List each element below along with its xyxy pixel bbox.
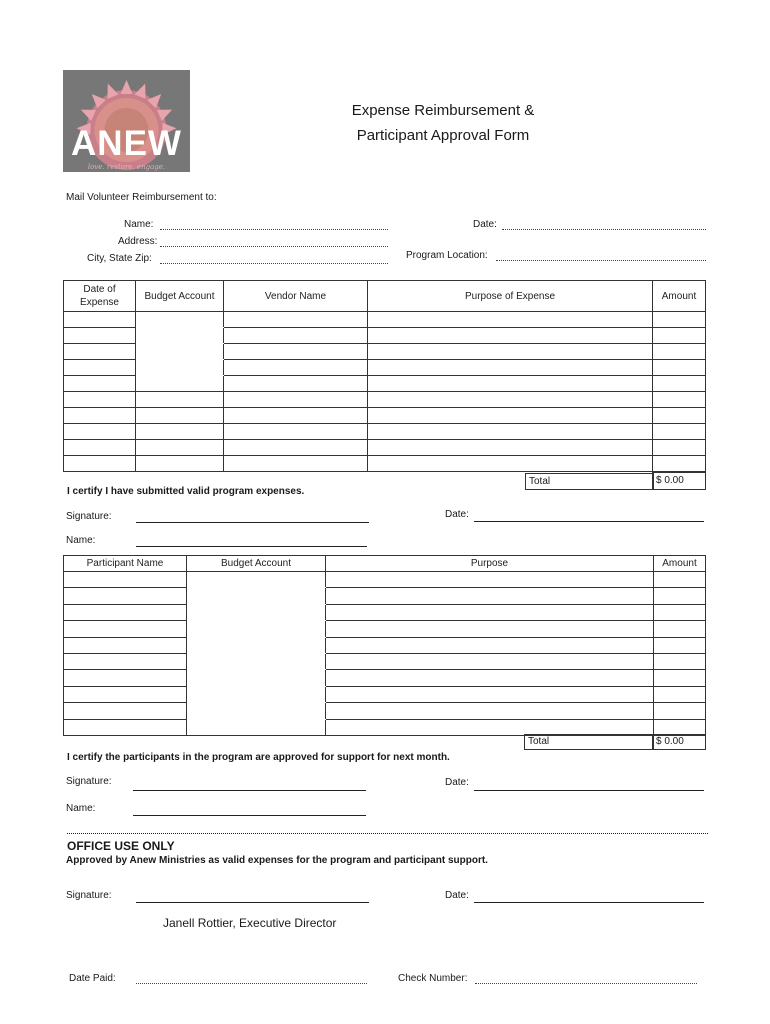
office-signature-label: Signature: bbox=[66, 890, 112, 901]
budget-cell[interactable] bbox=[187, 637, 326, 653]
date-cell[interactable] bbox=[64, 312, 136, 328]
table-row bbox=[64, 670, 706, 686]
amount-cell[interactable] bbox=[654, 686, 706, 702]
purpose-cell[interactable] bbox=[326, 653, 654, 669]
date-cell[interactable] bbox=[64, 440, 136, 456]
budget-cell[interactable] bbox=[187, 686, 326, 702]
participant-cell[interactable] bbox=[64, 719, 187, 735]
participant-cell[interactable] bbox=[64, 653, 187, 669]
expense-table bbox=[63, 280, 706, 472]
header-participant-name: Participant Name bbox=[64, 556, 187, 572]
participant-cell[interactable] bbox=[64, 686, 187, 702]
header-amount: Amount bbox=[654, 556, 706, 572]
date-cell[interactable] bbox=[64, 360, 136, 376]
office-date-label: Date: bbox=[445, 890, 469, 901]
budget-cell[interactable] bbox=[136, 312, 224, 328]
header-purpose: Purpose bbox=[326, 556, 654, 572]
participant-cell[interactable] bbox=[64, 637, 187, 653]
date-cell[interactable] bbox=[64, 328, 136, 344]
table-row bbox=[64, 653, 706, 669]
table-row bbox=[64, 424, 706, 440]
header-vendor-name: Vendor Name bbox=[224, 281, 368, 312]
table-row bbox=[64, 621, 706, 637]
budget-cell[interactable] bbox=[136, 424, 224, 440]
vendor-cell[interactable] bbox=[224, 456, 368, 472]
office-use-heading: OFFICE USE ONLY bbox=[67, 839, 175, 853]
participant-cell[interactable] bbox=[64, 588, 187, 604]
title-line-2: Participant Approval Form bbox=[356, 127, 530, 144]
purpose-cell[interactable] bbox=[368, 408, 653, 424]
amount-cell[interactable] bbox=[653, 312, 706, 328]
participant-total-label-box bbox=[524, 734, 654, 750]
date-cell[interactable] bbox=[64, 424, 136, 440]
table-row bbox=[64, 344, 706, 360]
office-use-statement: Approved by Anew Ministries as valid expenses for the program and participant support. bbox=[66, 855, 488, 866]
amount-cell[interactable] bbox=[654, 572, 706, 588]
table-row bbox=[64, 604, 706, 620]
purpose-cell[interactable] bbox=[326, 670, 654, 686]
program-location-label: Program Location: bbox=[406, 250, 488, 261]
participants-date-label: Date: bbox=[445, 777, 469, 788]
amount-cell[interactable] bbox=[653, 376, 706, 392]
vendor-cell[interactable] bbox=[224, 424, 368, 440]
budget-cell[interactable] bbox=[187, 653, 326, 669]
expense-total-box bbox=[652, 472, 706, 490]
program-location-field[interactable] bbox=[496, 260, 706, 261]
table-row bbox=[64, 637, 706, 653]
expenses-date-field[interactable] bbox=[474, 521, 704, 522]
header-amount: Amount bbox=[653, 281, 706, 312]
budget-cell[interactable] bbox=[187, 703, 326, 719]
expenses-date-label: Date: bbox=[445, 509, 469, 520]
expense-total-label-box bbox=[525, 473, 654, 490]
vendor-cell[interactable] bbox=[224, 312, 368, 328]
date-paid-field[interactable] bbox=[136, 983, 367, 984]
title-line-1: Expense Reimbursement & bbox=[351, 102, 535, 119]
table-row bbox=[64, 360, 706, 376]
logo-tagline: love. restore. engage. bbox=[87, 163, 166, 171]
certify-participants-statement: I certify the participants in the program are approved for support for next month. bbox=[67, 752, 450, 763]
budget-cell[interactable] bbox=[187, 670, 326, 686]
vendor-cell[interactable] bbox=[224, 440, 368, 456]
budget-cell[interactable] bbox=[187, 604, 326, 620]
purpose-cell[interactable] bbox=[326, 686, 654, 702]
participant-total-label: Total bbox=[528, 736, 550, 747]
anew-logo bbox=[63, 70, 190, 172]
logo-wordmark: ANEW bbox=[71, 124, 182, 163]
amount-cell[interactable] bbox=[653, 392, 706, 408]
expenses-name-label: Name: bbox=[66, 535, 96, 546]
mail-to-label: Mail Volunteer Reimbursement to: bbox=[66, 192, 217, 203]
expense-total-label: Total bbox=[529, 476, 551, 487]
expenses-signature-field[interactable] bbox=[136, 522, 369, 523]
participants-signature-field[interactable] bbox=[133, 790, 366, 791]
participants-name-label: Name: bbox=[66, 803, 96, 814]
section-divider bbox=[67, 833, 708, 834]
expenses-signature-label: Signature: bbox=[66, 511, 112, 522]
table-row bbox=[64, 719, 706, 735]
mail-address-label: Address: bbox=[118, 236, 158, 247]
check-number-label: Check Number: bbox=[398, 973, 468, 984]
purpose-cell[interactable] bbox=[326, 621, 654, 637]
table-row bbox=[64, 328, 706, 344]
date-cell[interactable] bbox=[64, 408, 136, 424]
budget-cell[interactable] bbox=[136, 408, 224, 424]
participant-total-box bbox=[652, 734, 706, 750]
participants-date-field[interactable] bbox=[474, 790, 704, 791]
mail-city-field[interactable] bbox=[160, 263, 388, 264]
purpose-cell[interactable] bbox=[368, 424, 653, 440]
budget-cell[interactable] bbox=[136, 376, 224, 392]
amount-cell[interactable] bbox=[654, 719, 706, 735]
mail-name-field[interactable] bbox=[160, 229, 388, 230]
amount-cell[interactable] bbox=[654, 588, 706, 604]
budget-cell[interactable] bbox=[136, 328, 224, 344]
amount-cell[interactable] bbox=[653, 456, 706, 472]
amount-cell[interactable] bbox=[653, 440, 706, 456]
amount-cell[interactable] bbox=[653, 328, 706, 344]
purpose-cell[interactable] bbox=[368, 440, 653, 456]
table-row bbox=[64, 703, 706, 719]
purpose-cell[interactable] bbox=[326, 604, 654, 620]
vendor-cell[interactable] bbox=[224, 328, 368, 344]
date-cell[interactable] bbox=[64, 376, 136, 392]
amount-cell[interactable] bbox=[654, 653, 706, 669]
purpose-cell[interactable] bbox=[368, 392, 653, 408]
budget-cell[interactable] bbox=[136, 392, 224, 408]
office-date-field[interactable] bbox=[474, 902, 704, 903]
purpose-cell[interactable] bbox=[326, 588, 654, 604]
amount-cell[interactable] bbox=[654, 604, 706, 620]
participant-table bbox=[63, 555, 706, 736]
date-cell[interactable] bbox=[64, 344, 136, 360]
header-budget-account: Budget Account bbox=[187, 556, 326, 572]
office-signature-field[interactable] bbox=[136, 902, 369, 903]
participants-signature-label: Signature: bbox=[66, 776, 112, 787]
participant-cell[interactable] bbox=[64, 621, 187, 637]
purpose-cell[interactable] bbox=[368, 344, 653, 360]
participant-cell[interactable] bbox=[64, 604, 187, 620]
date-paid-label: Date Paid: bbox=[69, 973, 116, 984]
expense-total-value: $ 0.00 bbox=[656, 475, 684, 486]
purpose-cell[interactable] bbox=[326, 719, 654, 735]
amount-cell[interactable] bbox=[653, 360, 706, 376]
budget-cell[interactable] bbox=[187, 621, 326, 637]
amount-cell[interactable] bbox=[654, 621, 706, 637]
table-row bbox=[64, 572, 706, 588]
table-row bbox=[64, 408, 706, 424]
participants-name-field[interactable] bbox=[133, 815, 366, 816]
amount-cell[interactable] bbox=[653, 408, 706, 424]
vendor-cell[interactable] bbox=[224, 360, 368, 376]
vendor-cell[interactable] bbox=[224, 408, 368, 424]
header-purpose-of-expense: Purpose of Expense bbox=[368, 281, 653, 312]
header-budget-account: Budget Account bbox=[136, 281, 224, 312]
certify-expenses-statement: I certify I have submitted valid program expenses. bbox=[67, 486, 305, 497]
vendor-cell[interactable] bbox=[224, 376, 368, 392]
mail-date-label: Date: bbox=[473, 219, 497, 230]
mail-address-field[interactable] bbox=[160, 246, 388, 247]
vendor-cell[interactable] bbox=[224, 344, 368, 360]
mail-name-label: Name: bbox=[124, 219, 154, 230]
amount-cell[interactable] bbox=[653, 344, 706, 360]
table-row bbox=[64, 392, 706, 408]
amount-cell[interactable] bbox=[653, 424, 706, 440]
mail-date-field[interactable] bbox=[502, 229, 706, 230]
table-row bbox=[64, 456, 706, 472]
purpose-cell[interactable] bbox=[368, 360, 653, 376]
budget-cell[interactable] bbox=[136, 360, 224, 376]
amount-cell[interactable] bbox=[654, 637, 706, 653]
table-row bbox=[64, 440, 706, 456]
budget-cell[interactable] bbox=[136, 440, 224, 456]
header-date-of-expense: Date of Expense bbox=[64, 281, 136, 312]
expenses-name-field[interactable] bbox=[136, 546, 367, 547]
date-cell[interactable] bbox=[64, 392, 136, 408]
budget-cell[interactable] bbox=[136, 344, 224, 360]
purpose-cell[interactable] bbox=[326, 572, 654, 588]
table-row bbox=[64, 312, 706, 328]
table-row bbox=[64, 686, 706, 702]
purpose-cell[interactable] bbox=[326, 703, 654, 719]
purpose-cell[interactable] bbox=[368, 376, 653, 392]
participant-cell[interactable] bbox=[64, 572, 187, 588]
purpose-cell[interactable] bbox=[368, 328, 653, 344]
purpose-cell[interactable] bbox=[326, 637, 654, 653]
mail-city-label: City, State Zip: bbox=[87, 253, 152, 264]
participant-total-value: $ 0.00 bbox=[656, 736, 684, 747]
budget-cell[interactable] bbox=[187, 572, 326, 588]
purpose-cell[interactable] bbox=[368, 456, 653, 472]
form-title bbox=[293, 98, 593, 148]
budget-cell[interactable] bbox=[187, 588, 326, 604]
participant-cell[interactable] bbox=[64, 703, 187, 719]
check-number-field[interactable] bbox=[475, 983, 697, 984]
purpose-cell[interactable] bbox=[368, 312, 653, 328]
director-name: Janell Rottier, Executive Director bbox=[163, 916, 337, 930]
budget-cell[interactable] bbox=[187, 719, 326, 735]
budget-cell[interactable] bbox=[136, 456, 224, 472]
table-row bbox=[64, 588, 706, 604]
amount-cell[interactable] bbox=[654, 703, 706, 719]
date-cell[interactable] bbox=[64, 456, 136, 472]
participant-cell[interactable] bbox=[64, 670, 187, 686]
amount-cell[interactable] bbox=[654, 670, 706, 686]
table-row bbox=[64, 376, 706, 392]
vendor-cell[interactable] bbox=[224, 392, 368, 408]
